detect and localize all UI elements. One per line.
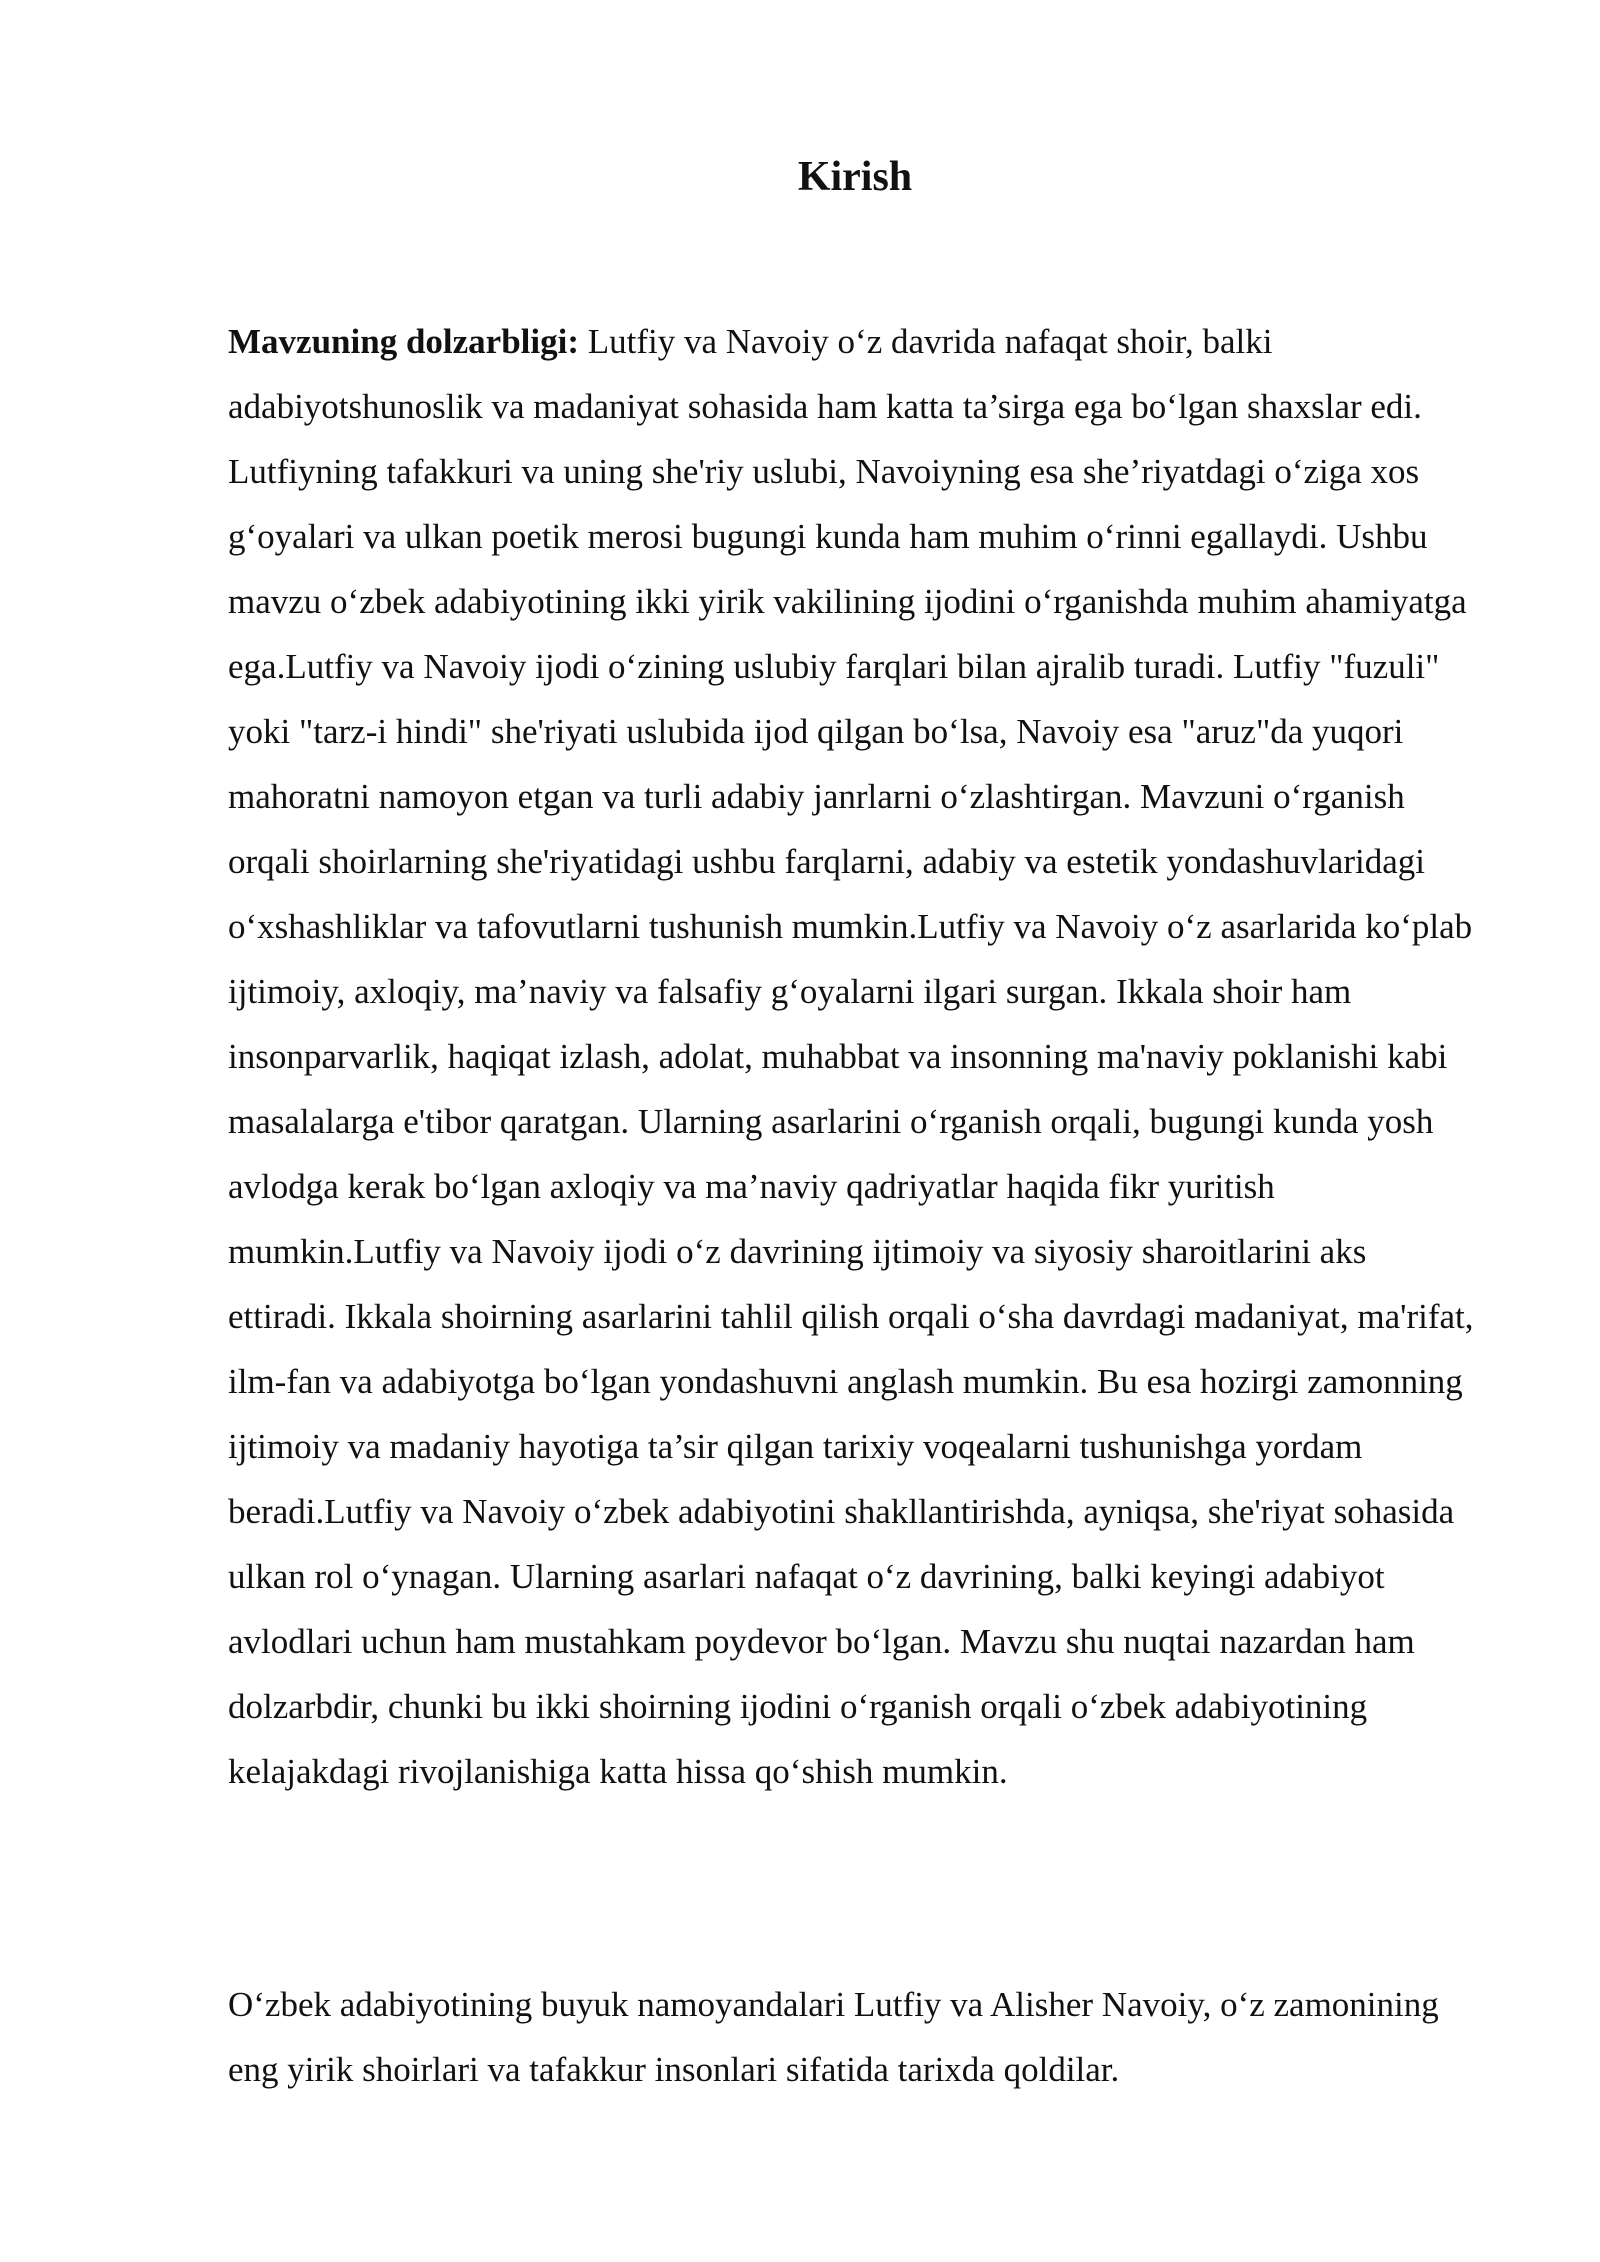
paragraph-body-text: Lutfiy va Navoiy o‘z davrida nafaqat shoir, balki adabiyotshunoslik va madaniyat sohasida ham katta ta’sirga ega bo‘lgan shaxslar edi. Lutfiyning tafakkuri va uning she'riy uslubi, Navoiyning esa she’riyatdagi o‘ziga xos g‘oyalari va ulkan poetik merosi bugungi kunda ham muhim o‘rinni egallaydi. Ushbu mavzu o‘zbek adabiyotining ikki yirik vakilining ijodini o‘rganishda muhim ahamiyatga ega.Lutfiy va Navoiy ijodi o‘zining uslubiy farqlari bilan ajralib turadi. Lutfiy "fuzuli" yoki "tarz-i hindi" she'riyati uslubida ijod qilgan bo‘lsa, Navoiy esa "aruz"da yuqori mahoratni namoyon etgan va turli adabiy janrlarni o‘zlashtirgan. Mavzuni o‘rganish orqali shoirlarning she'riyatidagi ushbu farqlarni, adabiy va estetik yondashuvlaridagi o‘xshashliklar va tafovutlarni tushunish mumkin.Lutfiy va Navoiy o‘z asarlarida ko‘plab ijtimoiy, axloqiy, ma’naviy va falsafiy g‘oyalarni ilgari surgan. Ikkala shoir ham insonparvarlik, haqiqat izlash, adolat, muhabbat va insonning ma'naviy poklanishi kabi masalalarga e'tibor qaratgan. Ularning asarlarini o‘rganish orqali, bugungi kunda yosh avlodga kerak bo‘lgan axloqiy va ma’naviy qadriyatlar haqida fikr yuritish mumkin.Lutfiy va Navoiy ijodi o‘z davrining ijtimoiy va siyosiy sharoitlarini aks ettiradi. Ikkala shoirning asarlarini tahlil qilish orqali o‘sha davrdagi madaniyat, ma'rifat, ilm-fan va adabiyotga bo‘lgan yondashuvni anglash mumkin. Bu esa hozirgi zamonning ijtimoiy va madaniy hayotiga ta’sir qilgan tarixiy voqealarni tushunishga yordam beradi.Lutfiy va Navoiy o‘zbek adabiyotini shakllantirishda, ayniqsa, she'riyat sohasida ulkan rol o‘ynagan. Ularning asarlari nafaqat o‘z davrining, balki keyingi adabiyot avlodlari uchun ham mustahkam poydevor bo‘lgan. Mavzu shu nuqtai nazardan ham dolzarbdir, chunki bu ikki shoirning ijodini o‘rganish orqali o‘zbek adabiyotining kelajakdagi rivojlanishiga katta hissa qo‘shish mumkin. xyxy=(228,322,1474,1791)
paragraph-relevance xyxy=(228,309,1482,1804)
page-title: Kirish xyxy=(797,154,913,200)
paragraph-intro: O‘zbek adabiyotining buyuk namoyandalari Lutfiy va Alisher Navoiy, o‘z zamonining eng yirik shoirlari va tafakkur insonlari sifatida tarixda qoldilar. xyxy=(228,1985,1439,2089)
paragraph-lead-label: Mavzuning dolzarbligi: xyxy=(228,322,579,361)
